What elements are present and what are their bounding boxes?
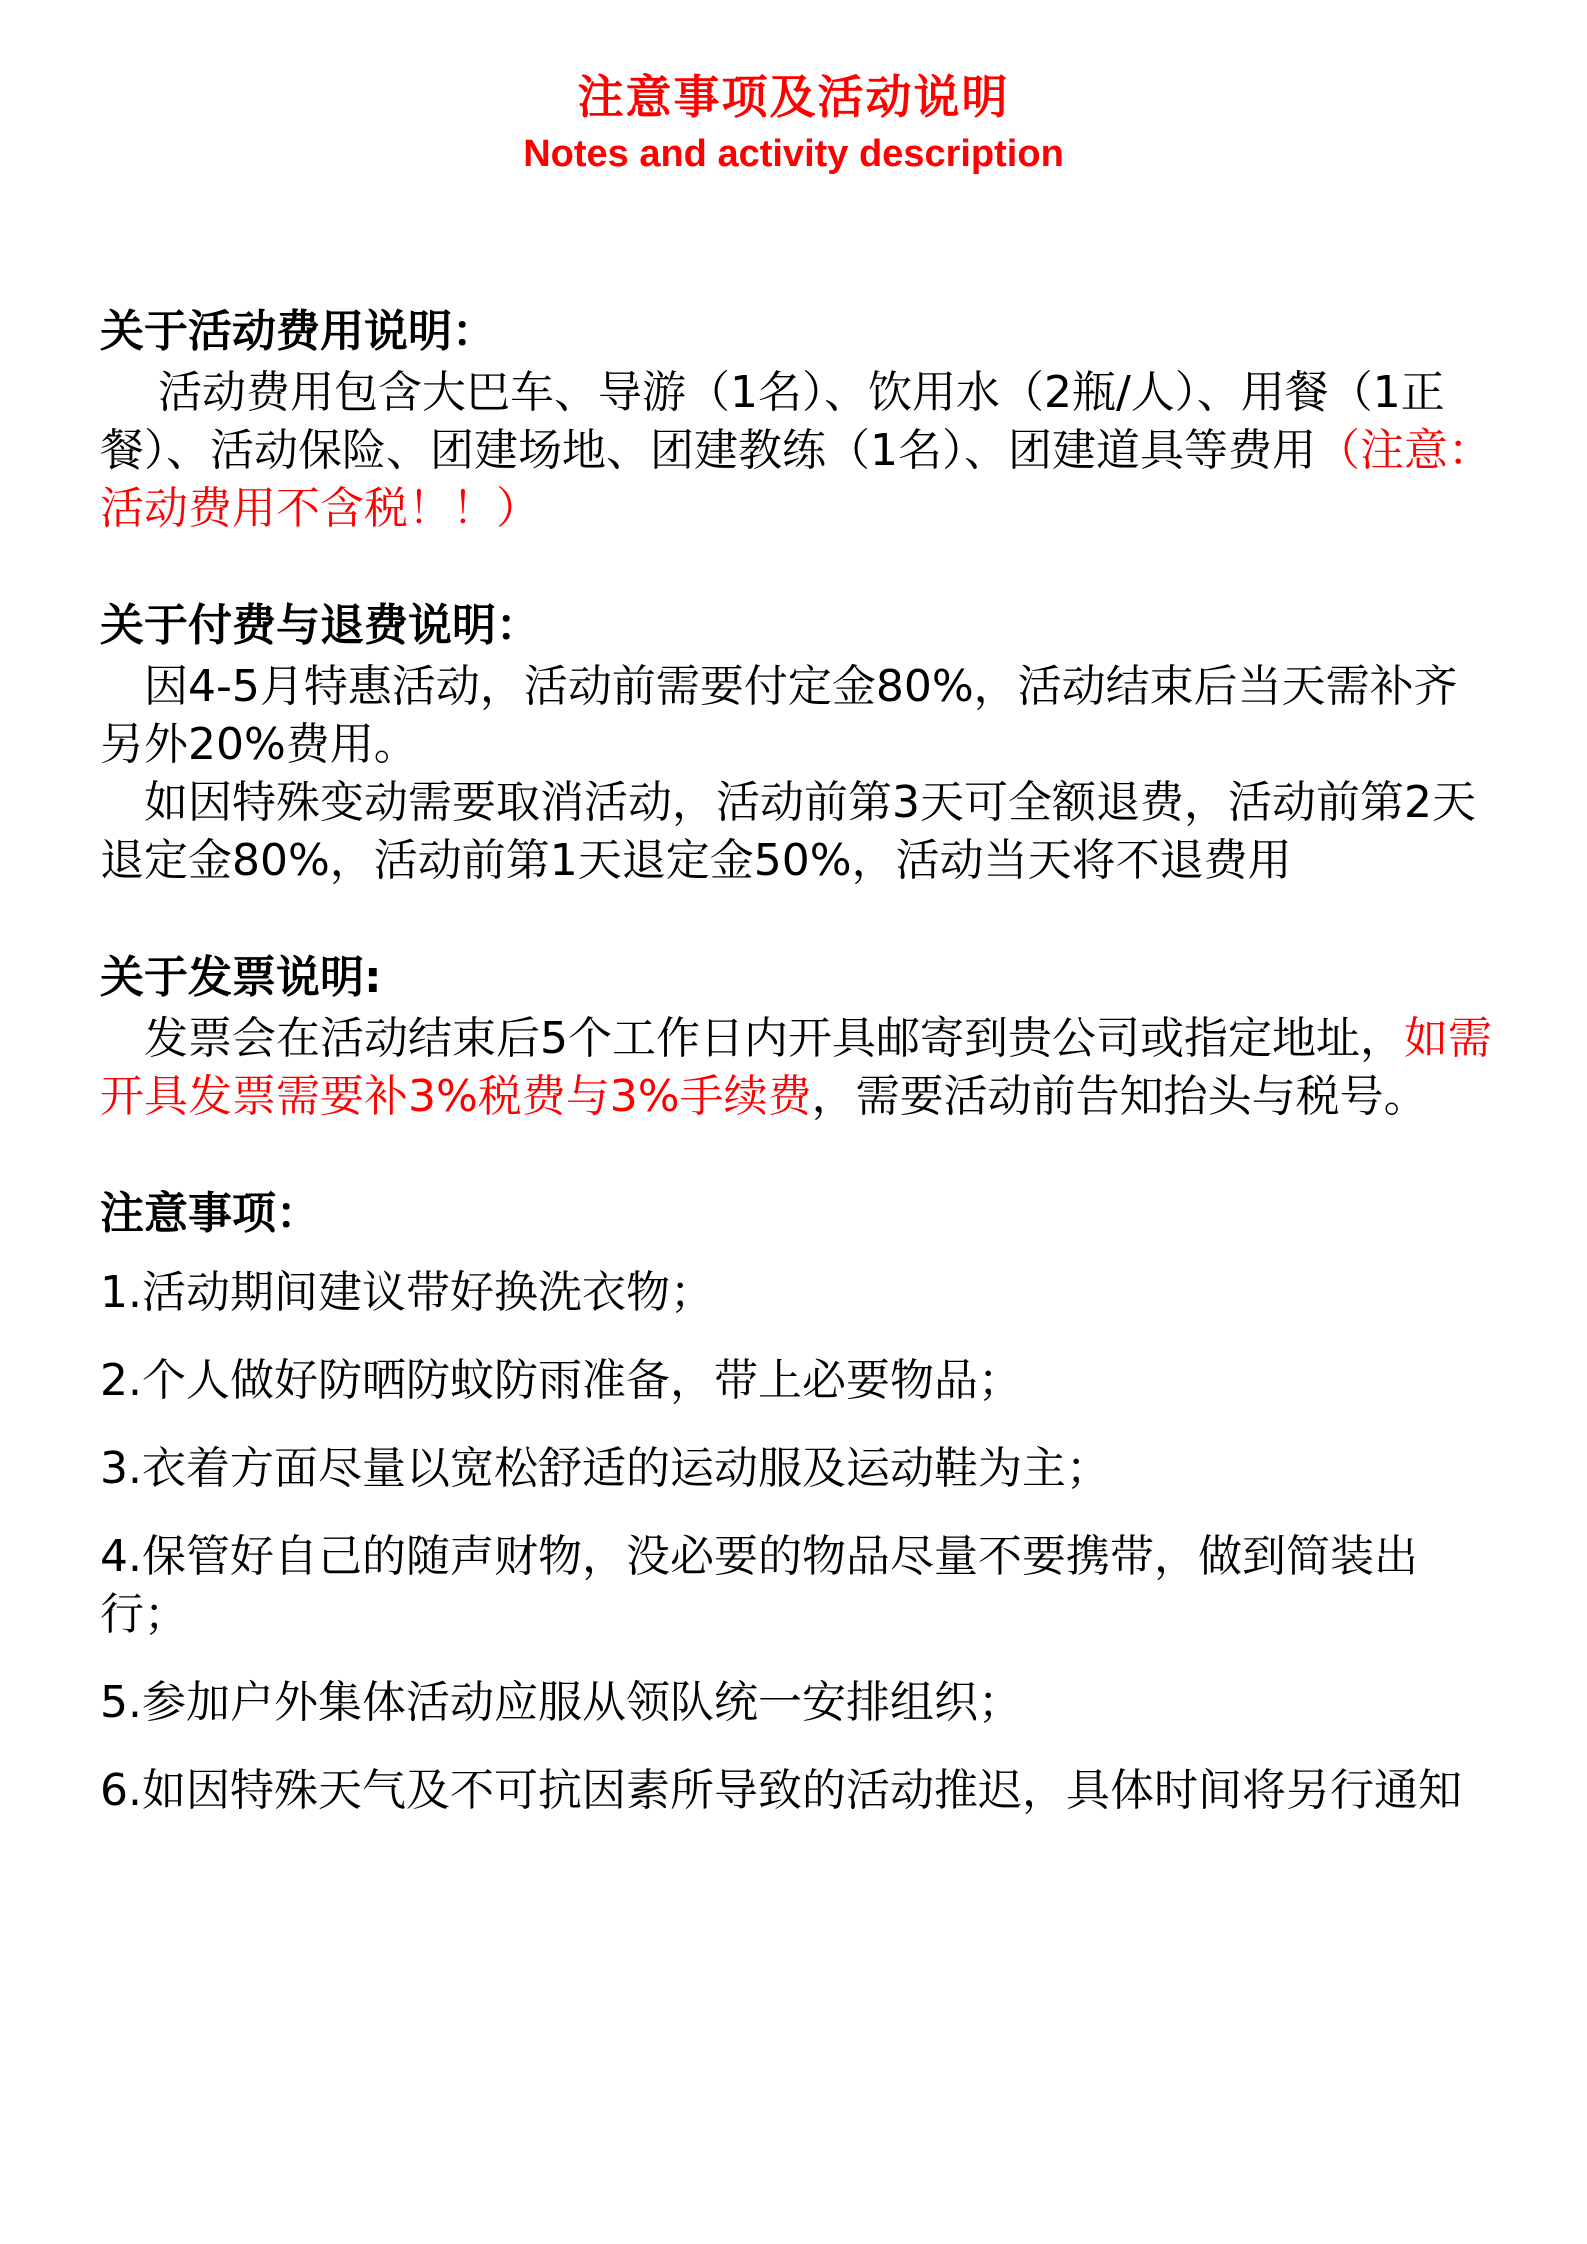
fee-section — [100, 300, 1500, 538]
fee-heading: 关于活动费用说明： — [100, 306, 496, 357]
note-item-1: 1.活动期间建议带好换洗衣物； — [100, 1267, 714, 1318]
note-item-3: 3.衣着方面尽量以宽松舒适的运动服及运动鞋为主； — [100, 1443, 1110, 1494]
notes-heading: 注意事项： — [100, 1188, 320, 1239]
note-item-2: 2.个人做好防晒防蚊防雨准备，带上必要物品； — [100, 1355, 1022, 1406]
page-title: 注意事项及活动说明 — [577, 70, 1010, 124]
payment-paragraph-1: 因4-5月特惠活动，活动前需要付定金80%，活动结束后当天需补齐另外20%费用。 — [100, 661, 1458, 770]
note-item-6: 6.如因特殊天气及不可抗因素所导致的活动推迟，具体时间将另行通知 — [100, 1765, 1462, 1816]
fee-text: 活动费用包含大巴车、导游（1名）、饮用水（2瓶/人）、用餐（1正餐）、活动保险、团建场地、团建教练（1名）、团建道具等费用 — [100, 367, 1445, 476]
payment-heading: 关于付费与退费说明： — [100, 600, 540, 651]
invoice-text-1: 发票会在活动结束后5个工作日内开具邮寄到贵公司或指定地址， — [100, 1013, 1404, 1064]
payment-paragraph-2: 如因特殊变动需要取消活动，活动前第3天可全额退费，活动前第2天退定金80%，活动前第1天退定金50%，活动当天将不退费用 — [100, 777, 1476, 886]
page-subtitle: Notes and activity description — [523, 133, 1064, 175]
invoice-paragraph — [100, 1010, 1500, 1126]
invoice-section — [100, 946, 1500, 1126]
note-item-5: 5.参加户外集体活动应服从领队统一安排组织； — [100, 1677, 1022, 1728]
notes-section — [100, 1182, 1500, 1820]
fee-warning: （注意：活动费用不含税！！） — [100, 425, 1492, 534]
invoice-text-2: ，需要活动前告知抬头与税号。 — [811, 1071, 1428, 1122]
payment-section — [100, 594, 1500, 890]
note-item-4: 4.保管好自己的随声财物，没必要的物品尽量不要携带，做到简装出行； — [100, 1531, 1418, 1640]
fee-paragraph — [100, 364, 1500, 538]
content — [100, 300, 1500, 1876]
invoice-highlight: 如需开具发票需要补3%税费与3%手续费 — [100, 1013, 1492, 1122]
invoice-heading: 关于发票说明: — [100, 952, 382, 1003]
title-block — [0, 64, 1587, 178]
